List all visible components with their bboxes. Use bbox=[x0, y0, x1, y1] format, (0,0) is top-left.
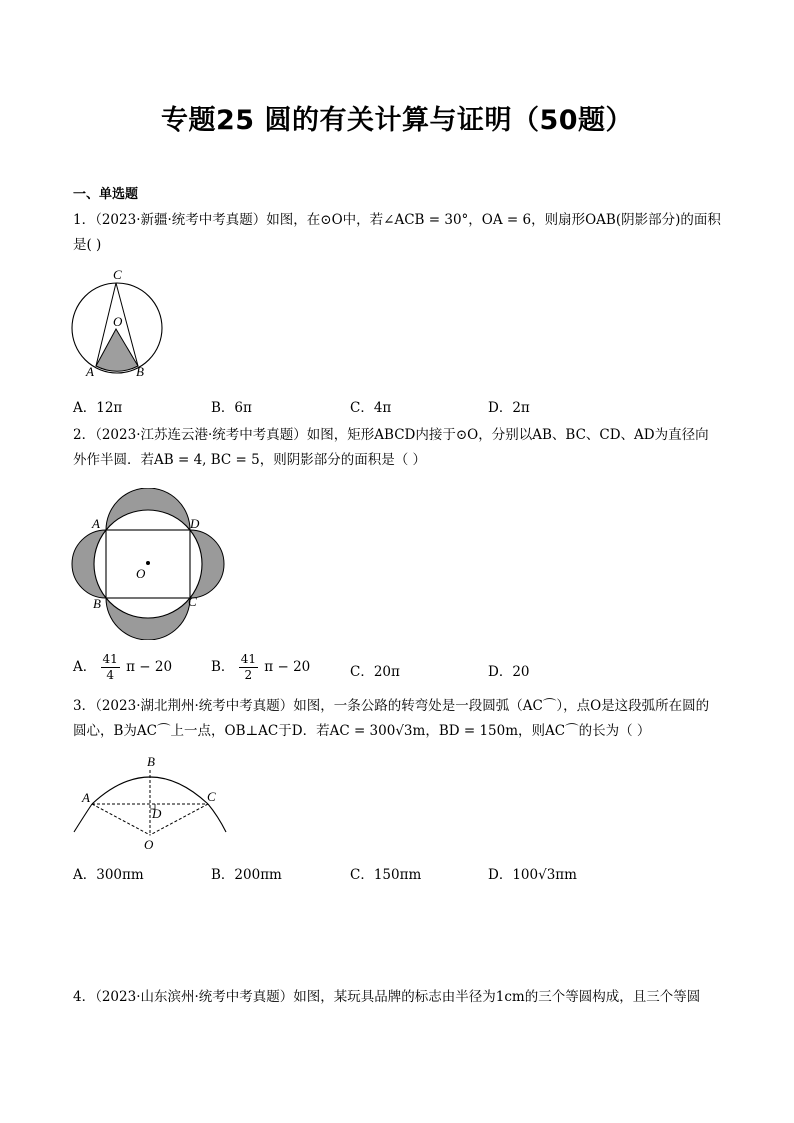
shaded-sector bbox=[96, 329, 138, 371]
denominator: 4 bbox=[106, 668, 114, 682]
question-1-line-1: 1．（2023·新疆·统考中考真题）如图，在⊙O中，若∠ACB = 30°，OA = 6，则扇形OAB(阴影部分)的面积 bbox=[73, 212, 721, 228]
q2-option-b[interactable] bbox=[211, 652, 310, 683]
q1-option-d[interactable]: D．2π bbox=[488, 400, 530, 416]
label-o: O bbox=[136, 566, 146, 581]
q2-option-a-label: A． bbox=[73, 659, 97, 675]
q2-option-d[interactable]: D．20 bbox=[488, 664, 530, 680]
label-c: C bbox=[113, 267, 122, 282]
q1-option-b[interactable]: B．6π bbox=[211, 400, 252, 416]
q2-option-a[interactable] bbox=[73, 652, 172, 683]
q2-option-a-tail: π − 20 bbox=[126, 659, 173, 675]
label-o: O bbox=[113, 314, 123, 329]
question-3-text bbox=[73, 694, 723, 744]
q3-option-b[interactable]: B．200πm bbox=[211, 867, 282, 883]
question-2-text bbox=[73, 423, 723, 473]
numerator: 41 bbox=[240, 652, 256, 666]
question-1-line-2: 是( ) bbox=[73, 237, 102, 253]
q3-option-d[interactable]: D．100√3πm bbox=[488, 867, 577, 883]
label-b: B bbox=[147, 754, 155, 769]
label-a: A bbox=[86, 364, 94, 379]
page-title: 专题25 圆的有关计算与证明（50题） bbox=[160, 105, 634, 136]
q3-option-a[interactable]: A．300πm bbox=[73, 867, 144, 883]
question-4-line-1: 4．（2023·山东滨州·统考中考真题）如图，某玩具品牌的标志由半径为1cm的三个等圆构成，且三个等圆 bbox=[73, 989, 701, 1005]
question-1-figure bbox=[68, 266, 168, 380]
section-heading: 一、单选题 bbox=[73, 187, 139, 202]
denominator: 2 bbox=[244, 668, 253, 682]
question-2-line-2: 外作半圆．若AB = 4, BC = 5，则阴影部分的面积是（ ） bbox=[73, 452, 427, 468]
label-o: O bbox=[144, 837, 154, 852]
question-1-text bbox=[73, 208, 723, 258]
label-d: D bbox=[152, 806, 162, 821]
road-left bbox=[74, 804, 92, 832]
road-right bbox=[208, 804, 226, 832]
q2-option-b-label: B． bbox=[211, 659, 235, 675]
label-b: B bbox=[93, 596, 101, 611]
q1-option-c[interactable]: C．4π bbox=[350, 400, 392, 416]
label-d: D bbox=[190, 516, 200, 531]
label-a: A bbox=[92, 516, 100, 531]
segment-oa bbox=[92, 804, 150, 835]
fraction bbox=[239, 652, 258, 683]
label-c: C bbox=[207, 789, 216, 804]
question-2-figure bbox=[66, 488, 236, 640]
center-point bbox=[146, 561, 150, 565]
question-3-line-2: 圆心，B为AC⌒上一点，OB⊥AC于D．若AC = 300√3m，BD = 150m，则AC⌒的长为（ ） bbox=[73, 723, 651, 739]
label-b: B bbox=[136, 364, 144, 379]
question-2-line-1: 2．（2023·江苏连云港·统考中考真题）如图，矩形ABCD内接于⊙O，分别以AB、BC、CD、AD为直径向 bbox=[73, 427, 709, 443]
question-3-figure bbox=[70, 752, 240, 854]
label-c: C bbox=[188, 594, 197, 609]
numerator: 41 bbox=[102, 652, 118, 666]
q2-option-b-tail: π − 20 bbox=[264, 659, 311, 675]
fraction bbox=[101, 652, 120, 683]
label-a: A bbox=[82, 790, 90, 805]
question-3-line-1: 3．（2023·湖北荆州·统考中考真题）如图，一条公路的转弯处是一段圆弧（AC⌒），点O是这段弧所在圆的 bbox=[73, 698, 710, 714]
q2-option-c[interactable]: C．20π bbox=[350, 664, 400, 680]
q3-option-c[interactable]: C．150πm bbox=[350, 867, 422, 883]
q1-option-a[interactable]: A．12π bbox=[73, 400, 123, 416]
question-4-text bbox=[73, 985, 723, 1010]
